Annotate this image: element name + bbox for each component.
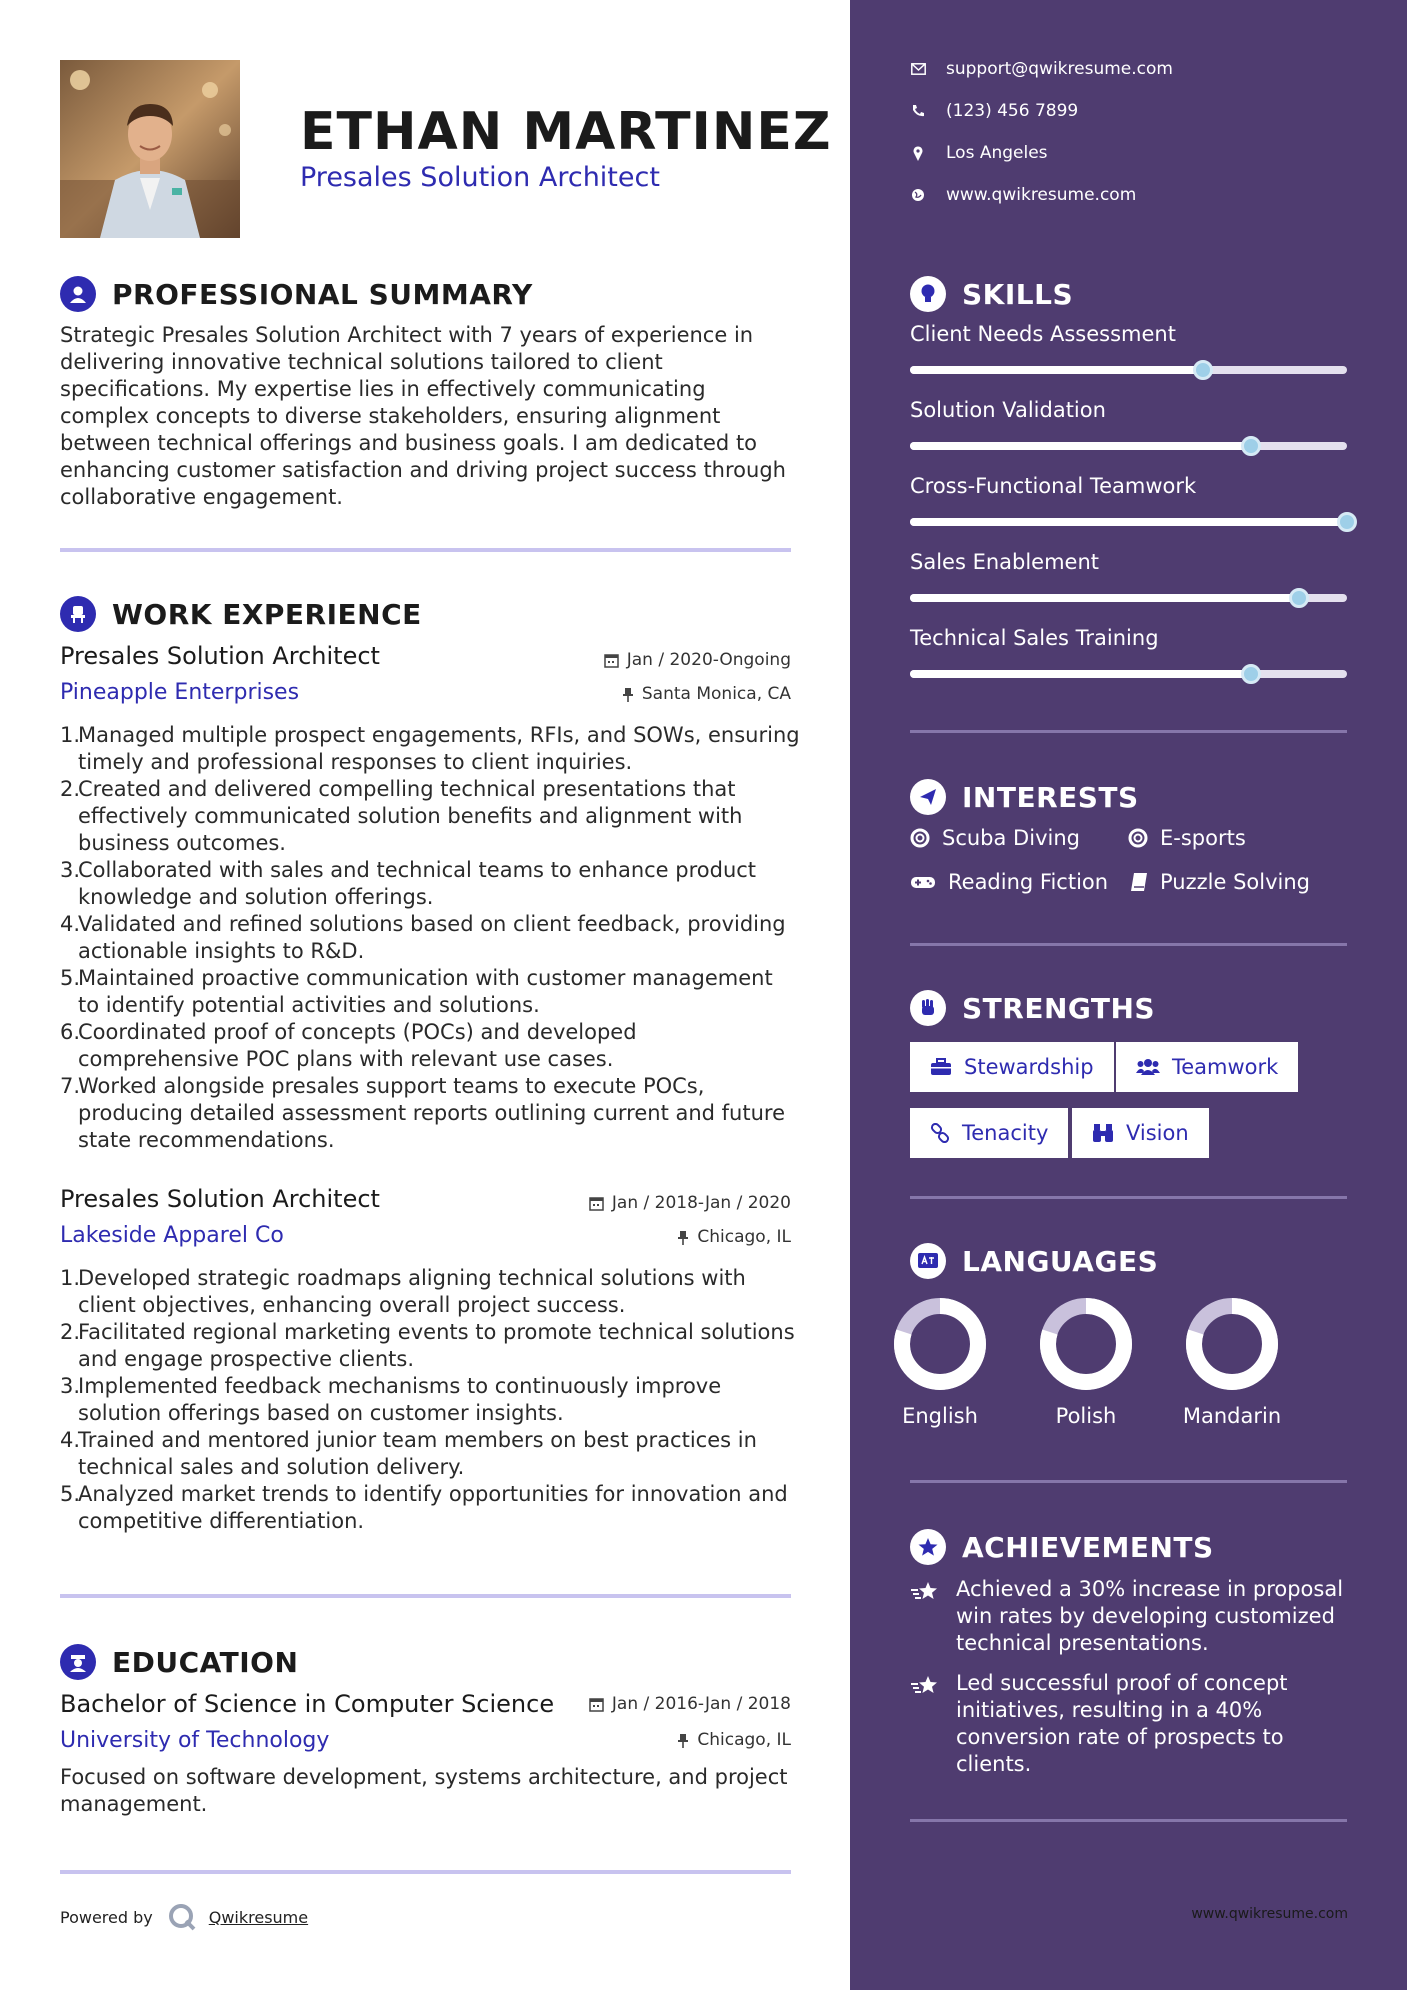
life-ring-icon [1128,828,1148,848]
skill-name: Client Needs Assessment [910,322,1176,346]
section-divider [60,1870,791,1874]
section-divider [60,548,791,552]
contact-website-text: www.qwikresume.com [946,185,1137,205]
summary-title: PROFESSIONAL SUMMARY [112,277,533,311]
sidebar [850,0,1407,1990]
education-location [677,1730,791,1750]
job-company: Lakeside Apparel Co [60,1223,284,1248]
achievement-item [910,1670,1350,1778]
degree-title: Bachelor of Science in Computer Science [60,1690,555,1718]
skill-level-knob [1241,436,1261,456]
achievement-item [910,1576,1350,1657]
lightbulb-icon [910,276,946,312]
list-item: 1. Developed strategic roadmaps aligning technical solutions with client objectives, enhancing overall project success. [60,1266,746,1317]
skill-bar [910,594,1347,602]
language-name: English [902,1404,978,1428]
job-bullets [60,1265,800,1535]
contact-phone-text: (123) 456 7899 [946,101,1079,121]
language-icon [910,1243,946,1279]
job-date-text: Jan / 2020-Ongoing [626,650,791,670]
contact-location [910,143,1048,163]
candidate-name: ETHAN MARTINEZ [300,102,832,162]
job-date [589,1193,791,1213]
pin-icon [622,687,634,702]
skill-name: Sales Enablement [910,550,1100,574]
list-item: 4. Trained and mentored junior team members on best practices in technical sales and solution delivery. [60,1428,757,1479]
list-item: 3. Collaborated with sales and technical teams to enhance product knowledge and solution offerings. [60,858,757,909]
job-title: Presales Solution Architect [60,1185,380,1213]
languages-heading [910,1243,1158,1279]
interest-item [1128,826,1246,850]
calendar-icon [589,1697,604,1712]
strength-label: Teamwork [1172,1055,1279,1079]
interests-heading [910,779,1139,815]
calendar-icon [589,1196,604,1211]
skill-name: Cross-Functional Teamwork [910,474,1197,498]
powered-label: Powered by [60,1907,153,1927]
contact-location-text: Los Angeles [946,143,1048,163]
job-bullets [60,722,800,1154]
skill-bar [910,366,1347,374]
summary-heading [60,276,533,312]
job-company: Pineapple Enterprises [60,680,300,705]
skill-bar-fill [910,366,1203,374]
education-heading [60,1644,298,1680]
strength-label: Vision [1126,1121,1189,1145]
list-item: 3. Implemented feedback mechanisms to continuously improve solution offerings based on customer insights. [60,1374,722,1425]
contact-phone[interactable] [910,101,1078,121]
envelope-icon [910,61,926,77]
powered-by [60,1902,308,1932]
language-item [875,1296,1005,1428]
skill-level-knob [1241,664,1261,684]
summary-text: Strategic Presales Solution Architect with 7 years of experience in delivering innovative technical solutions tailored to client specifications. My expertise lies in effectively communicating complex concepts to diverse stakeholders, ensuring alignment between technical offerings and business goals. I am dedicated to enhancing customer satisfaction and driving project success through collaborative engagement. [60,323,786,509]
brand-link[interactable]: Qwikresume [208,1907,309,1927]
interest-label: E-sports [1160,826,1246,850]
user-icon [60,276,96,312]
profile-photo [60,60,240,238]
job-date [604,650,791,670]
skill-bar-fill [910,518,1347,526]
job-title: Presales Solution Architect [60,642,380,670]
section-divider [60,1594,791,1598]
school-name: University of Technology [60,1728,330,1753]
education-date [589,1694,791,1714]
footer-url[interactable]: www.qwikresume.com [1191,1906,1348,1922]
list-item: 6. Coordinated proof of concepts (POCs) and developed comprehensive POC plans with relevant use cases. [60,1020,637,1071]
list-item: 5. Analyzed market trends to identify opportunities for innovation and competitive differentiation. [60,1482,788,1533]
globe-icon [910,187,926,203]
briefcase-icon [930,1058,952,1076]
shooting-star-icon [910,1670,942,1778]
skill-name: Technical Sales Training [910,626,1159,650]
interest-label: Scuba Diving [942,826,1080,850]
interests-title: INTERESTS [962,780,1139,814]
skill-bar [910,442,1347,450]
link-icon [930,1123,950,1143]
map-marker-icon [910,145,926,161]
strength-label: Stewardship [964,1055,1094,1079]
graduate-icon [60,1644,96,1680]
fist-icon [910,990,946,1026]
education-date-text: Jan / 2016-Jan / 2018 [611,1694,791,1714]
skill-level-knob [1337,512,1357,532]
achievement-text: Achieved a 30% increase in proposal win rates by developing customized technical presentations. [956,1577,1344,1655]
list-item: 2. Created and delivered compelling technical presentations that effectively communicated solution benefits and alignment with business outcomes. [60,777,743,855]
job-location-text: Chicago, IL [697,1227,791,1247]
language-level-ring [1038,1296,1134,1392]
language-level-ring [892,1296,988,1392]
skill-bar-fill [910,670,1251,678]
strength-label: Tenacity [962,1121,1049,1145]
qwikresume-logo-icon [167,1902,197,1932]
languages-title: LANGUAGES [962,1244,1159,1278]
list-item: 2. Facilitated regional marketing events to promote technical solutions and engage prospective clients. [60,1320,795,1371]
skill-bar-fill [910,442,1251,450]
job-location [677,1227,791,1247]
strength-badge [1072,1108,1209,1158]
list-item: 1. Managed multiple prospect engagements, RFIs, and SOWs, ensuring timely and professional responses to client inquiries. [60,723,800,774]
strength-badge [910,1108,1068,1158]
strengths-heading [910,990,1155,1026]
interest-item [910,826,1080,850]
strength-badge [910,1042,1114,1092]
binoculars-icon [1092,1123,1114,1143]
list-item: 5. Maintained proactive communication with customer management to identify potential activities and solutions. [60,966,773,1017]
users-icon [1136,1058,1160,1076]
language-item [1167,1296,1297,1428]
achievements-title: ACHIEVEMENTS [962,1530,1214,1564]
book-icon [1130,872,1148,892]
calendar-icon [604,653,619,668]
gamepad-icon [910,874,936,890]
skill-bar [910,518,1347,526]
skill-name: Solution Validation [910,398,1106,422]
language-item [1021,1296,1151,1428]
job-location [622,684,791,704]
list-item: 4. Validated and refined solutions based on client feedback, providing actionable insights to R&D. [60,912,786,963]
section-divider [910,730,1347,733]
section-divider [910,1819,1347,1822]
contact-email[interactable] [910,59,1173,79]
pin-icon [677,1230,689,1245]
skill-bar-fill [910,594,1299,602]
achievement-text: Led successful proof of concept initiatives, resulting in a 40% conversion rate of prospects to clients. [956,1671,1288,1776]
section-divider [910,1196,1347,1199]
contact-website[interactable] [910,185,1136,205]
list-item: 7. Worked alongside presales support teams to execute POCs, producing detailed assessment reports outlining current and future state recommendations. [60,1074,786,1152]
interest-label: Reading Fiction [948,870,1109,894]
contact-email-text: support@qwikresume.com [946,59,1173,79]
interest-item [910,870,1108,894]
shooting-star-icon [910,1576,942,1657]
experience-heading [60,596,422,632]
section-divider [910,1480,1347,1483]
skills-title: SKILLS [962,277,1074,311]
candidate-role: Presales Solution Architect [300,162,660,193]
section-divider [910,943,1347,946]
achievements-heading [910,1529,1214,1565]
phone-icon [910,103,926,119]
chair-icon [60,596,96,632]
language-level-ring [1184,1296,1280,1392]
interest-label: Puzzle Solving [1160,870,1310,894]
paper-plane-icon [910,779,946,815]
education-title: EDUCATION [112,1645,299,1679]
language-name: Mandarin [1182,1404,1282,1428]
strength-badge [1116,1042,1298,1092]
language-name: Polish [1055,1404,1117,1428]
job-date-text: Jan / 2018-Jan / 2020 [611,1193,791,1213]
education-location-text: Chicago, IL [697,1730,791,1750]
job-location-text: Santa Monica, CA [641,684,791,704]
life-ring-icon [910,828,930,848]
star-badge-icon [910,1529,946,1565]
strengths-title: STRENGTHS [962,991,1156,1025]
pin-icon [677,1733,689,1748]
skill-bar [910,670,1347,678]
skills-heading [910,276,1073,312]
experience-title: WORK EXPERIENCE [112,597,422,631]
education-text: Focused on software development, systems architecture, and project management. [60,1765,788,1816]
interest-item [1130,870,1310,894]
skill-level-knob [1193,360,1213,380]
skill-level-knob [1289,588,1309,608]
